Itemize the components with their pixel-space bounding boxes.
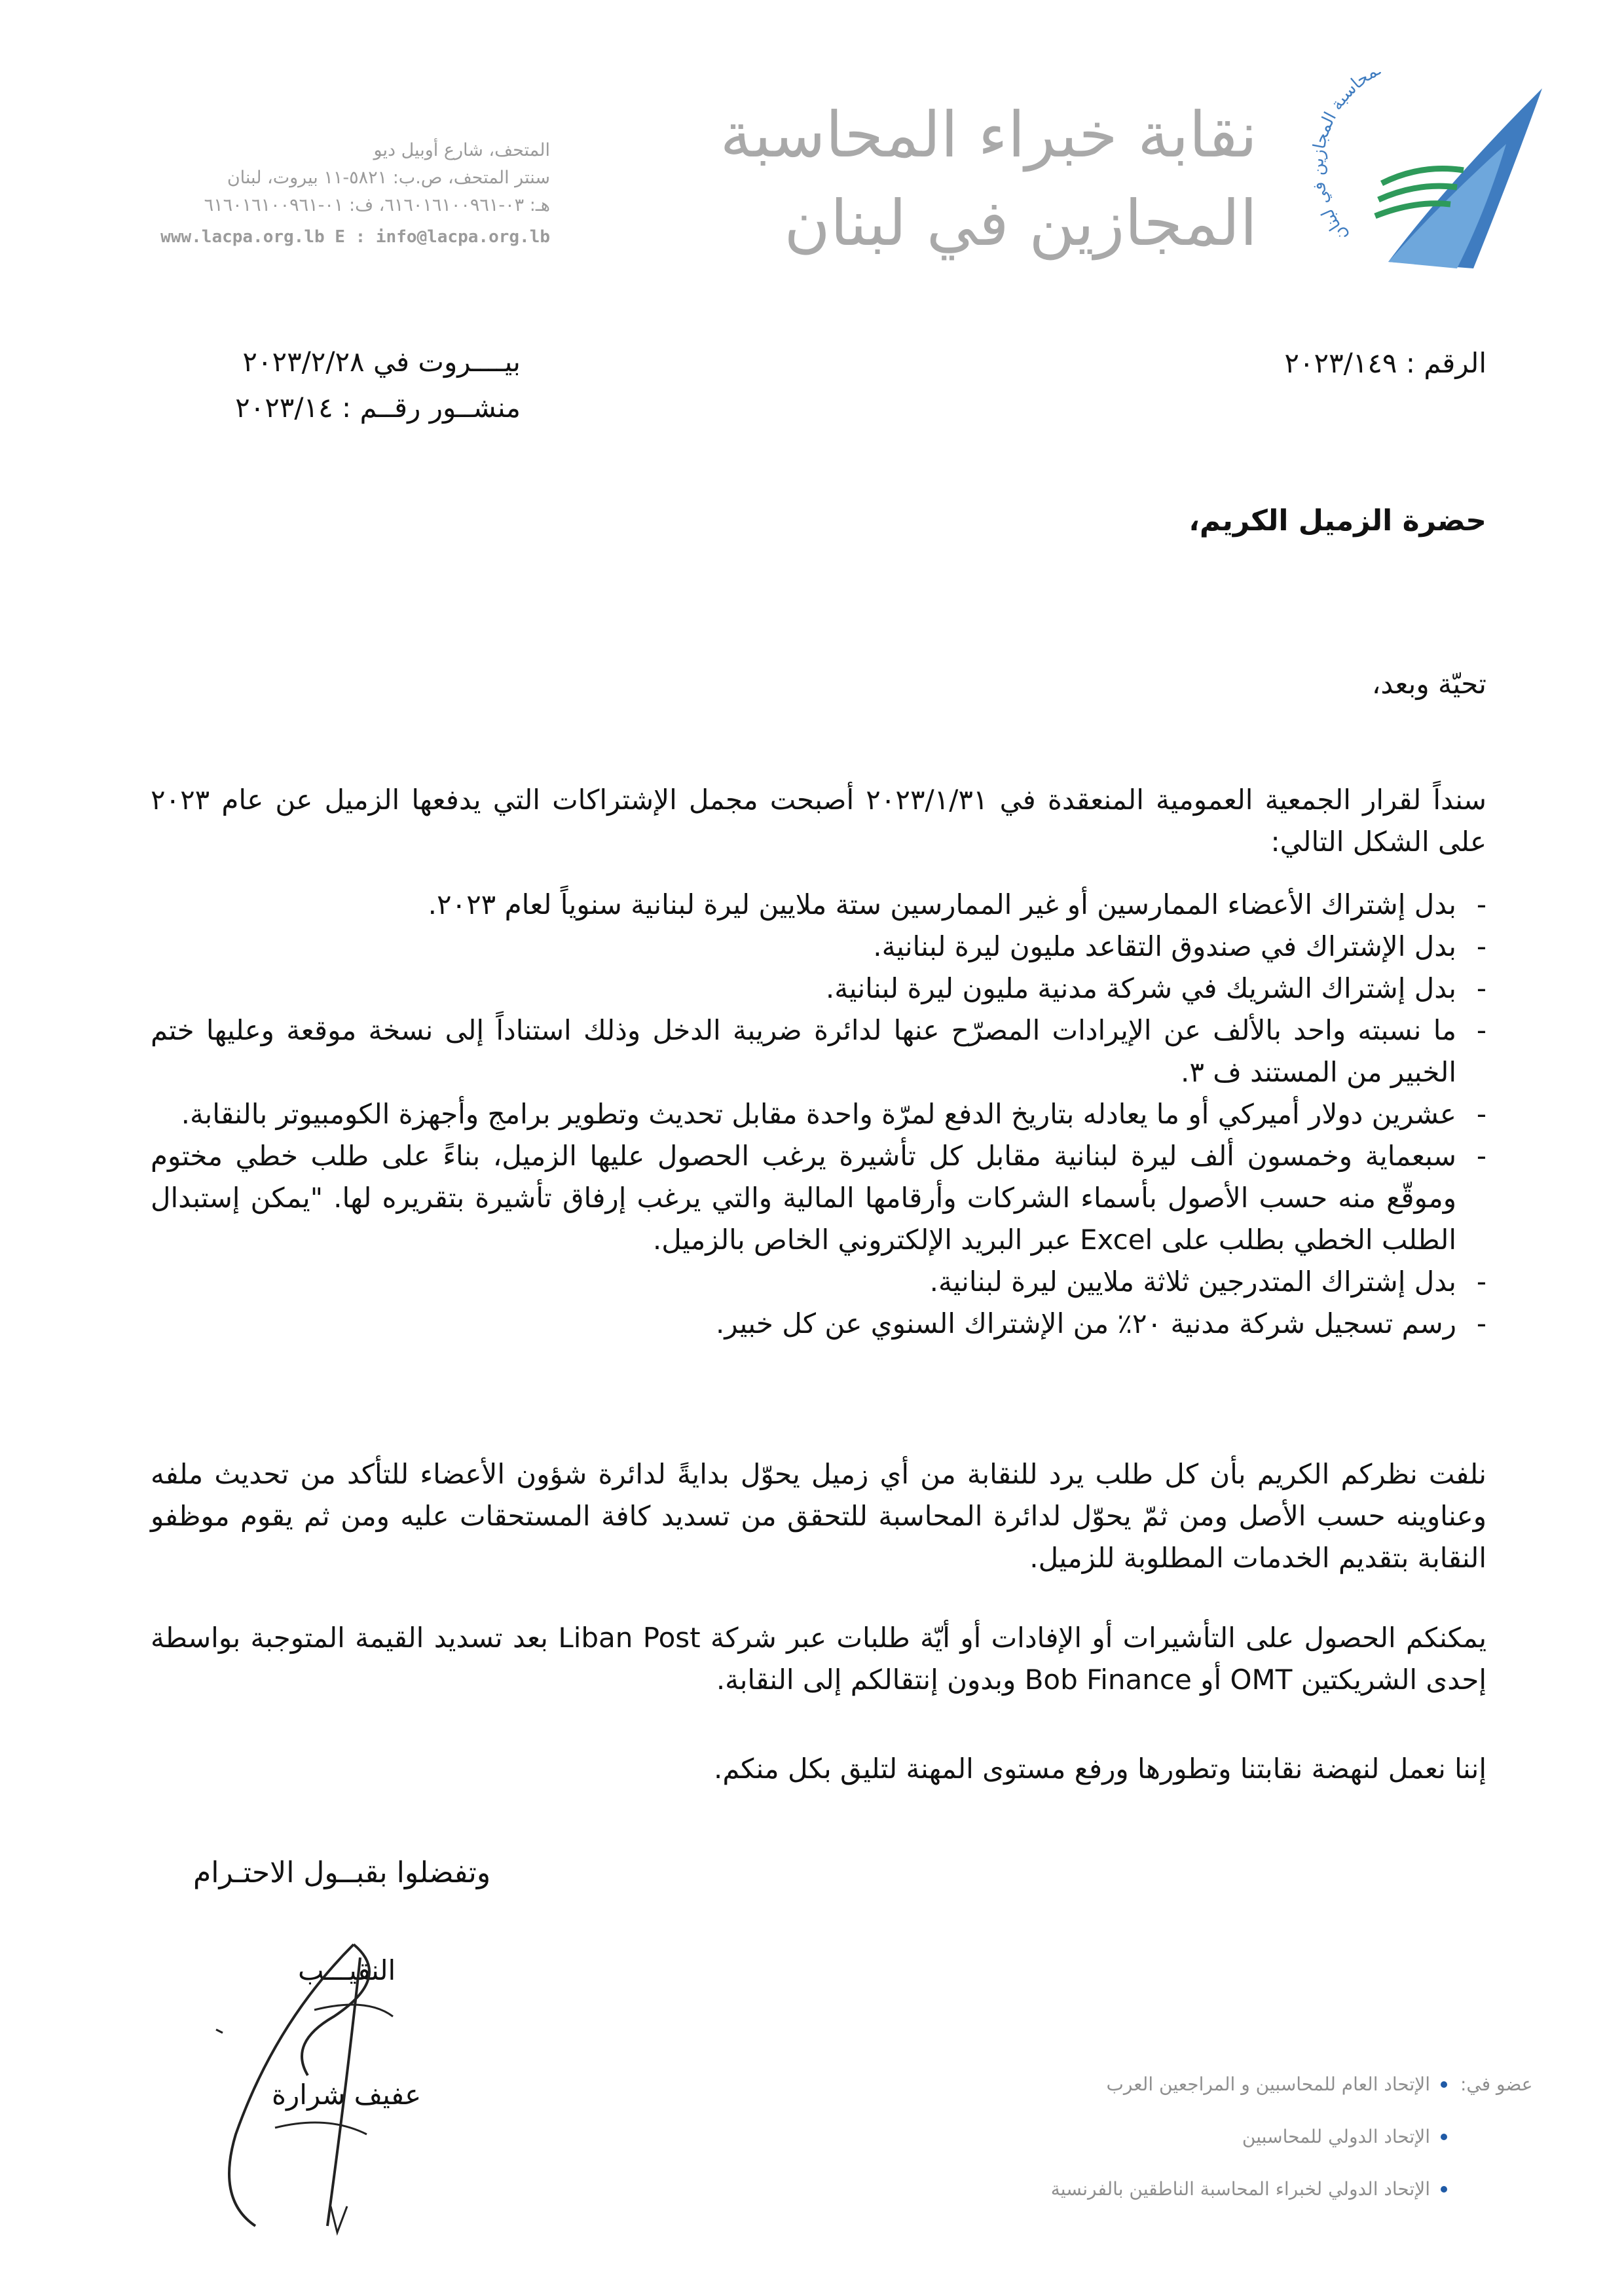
membership-item xyxy=(1242,2126,1447,2147)
membership-text: الإتحاد الدولي لخبراء المحاسبة الناطقين بالفرنسية xyxy=(1050,2178,1430,2200)
bullet-icon xyxy=(1441,2081,1447,2088)
circular-number: منشــور رقــم : ٢٠٢٣/١٤ xyxy=(235,392,521,424)
greeting: تحيّة وبعد، xyxy=(1371,668,1486,700)
ship-logo-icon xyxy=(1310,72,1552,288)
list-item: - بدل إشتراك الأعضاء الممارسين أو غير الممارسين ستة ملايين ليرة لبنانية سنوياً لعام ٢٠٢٣. xyxy=(151,884,1486,926)
bullet-icon xyxy=(1441,2186,1447,2193)
list-item: - بدل إشتراك المتدرجين ثلاثة ملايين ليرة لبنانية. xyxy=(151,1261,1486,1303)
list-item: - بدل الإشتراك في صندوق التقاعد مليون ليرة لبنانية. xyxy=(151,926,1486,968)
list-item: - ما نسبته واحد بالألف عن الإيرادات المصرّح عنها لدائرة ضريبة الدخل وذلك استناداً إلى نسخة موقعة وعليها ختم الخبير من المستند ف ٣. xyxy=(151,1010,1486,1093)
phone-line: هـ: ٠٣-٦١٦٠١٦١٠٠٩٦١، ف: ٠١-٦١٦٠١٦١٠٠٩٦١ xyxy=(204,195,550,215)
list-item: - سبعماية وخمسون ألف ليرة لبنانية مقابل كل تأشيرة يرغب الحصول عليها الزميل، بناءً على طلب خطي مختوم وموقّع منه حسب الأصول بأسماء الشركات وأرقامها المالية والتي يرغب إرفاق تأشيرة بتقريره لها. "يمكن إستبدال الطلب الخطي بطلب على Excel عبر البريد الإلكتروني الخاص بالزميل. xyxy=(151,1135,1486,1261)
bullet-icon xyxy=(1441,2134,1447,2140)
org-logo xyxy=(1310,72,1552,288)
note-paragraph-2: يمكنكم الحصول على التأشيرات أو الإفادات أو أيّة طلبات عبر شركة Liban Post بعد تسديد القيمة المتوجبة بواسطة إحدى الشريكتين OMT أو Bob Finance وبدون إنتقالكم إلى النقابة. xyxy=(151,1622,1487,1696)
membership-text: الإتحاد العام للمحاسبين و المراجعين العرب xyxy=(1106,2073,1430,2095)
note-paragraph-1: نلفت نظركم الكريم بأن كل طلب يرد للنقابة من أي زميل يحوّل بدايةً لدائرة شؤون الأعضاء للتأكد من تحديث ملفه وعناوينه حسب الأصل ومن ثمّ يحوّل لدائرة المحاسبة للتحقق من تسديد كافة المستحقات عليه ومن ثم يقوم موظفو النقابة بتقديم الخدمات المطلوبة للزميل. xyxy=(151,1458,1486,1574)
list-item: - رسم تسجيل شركة مدنية ٢٠٪ من الإشتراك السنوي عن كل خبير. xyxy=(151,1303,1486,1345)
list-item: - بدل إشتراك الشريك في شركة مدنية مليون ليرة لبنانية. xyxy=(151,968,1486,1010)
signatory-name: عفيف شرارة xyxy=(272,2079,422,2111)
intro-paragraph: سنداً لقرار الجمعية العمومية المنعقدة في ٢٠٢٣/١/٣١ أصبحت مجمل الإشتراكات التي يدفعها الزميل عن عام ٢٠٢٣ على الشكل التالي: xyxy=(151,784,1486,858)
handwritten-signature xyxy=(196,1918,498,2259)
letter-date: بيــــروت في ٢٠٢٣/٢/٢٨ xyxy=(242,346,521,378)
signatory-title: النقيـــب xyxy=(298,1954,396,1986)
reference-number: الرقم : ٢٠٢٣/١٤٩ xyxy=(1284,347,1486,379)
web-line: www.lacpa.org.lb E : info@lacpa.org.lb xyxy=(160,227,550,247)
logo-ring-text: محاسبة المجازين في لبنان xyxy=(1310,72,1382,246)
membership-label: عضو في: xyxy=(1460,2073,1533,2095)
address-line2: سنتر المتحف، ص.ب: ٥٨٢١-١١ بيروت، لبنان xyxy=(227,168,550,188)
org-name-line2: المجازين في لبنان xyxy=(784,187,1257,260)
address-line1: المتحف، شارع أوبيل ديو xyxy=(373,140,550,160)
fees-list xyxy=(151,884,1486,1345)
membership-item xyxy=(1106,2073,1447,2095)
membership-item xyxy=(1051,2178,1447,2200)
farewell: وتفضلوا بقبــول الاحتـرام xyxy=(193,1856,491,1889)
list-item: - عشرين دولار أميركي أو ما يعادله بتاريخ الدفع لمرّة واحدة مقابل تحديث وتطوير برامج وأجهزة الكومبيوتر بالنقابة. xyxy=(151,1093,1486,1135)
membership-text: الإتحاد الدولي للمحاسبين xyxy=(1242,2126,1430,2147)
org-name-line1: نقابة خبراء المحاسبة xyxy=(720,98,1257,172)
closing-paragraph: إننا نعمل لنهضة نقابتنا وتطورها ورفع مستوى المهنة لتليق بكل منكم. xyxy=(714,1753,1486,1785)
signature-icon xyxy=(196,1918,498,2259)
salutation: حضرة الزميل الكريم، xyxy=(1189,504,1486,538)
